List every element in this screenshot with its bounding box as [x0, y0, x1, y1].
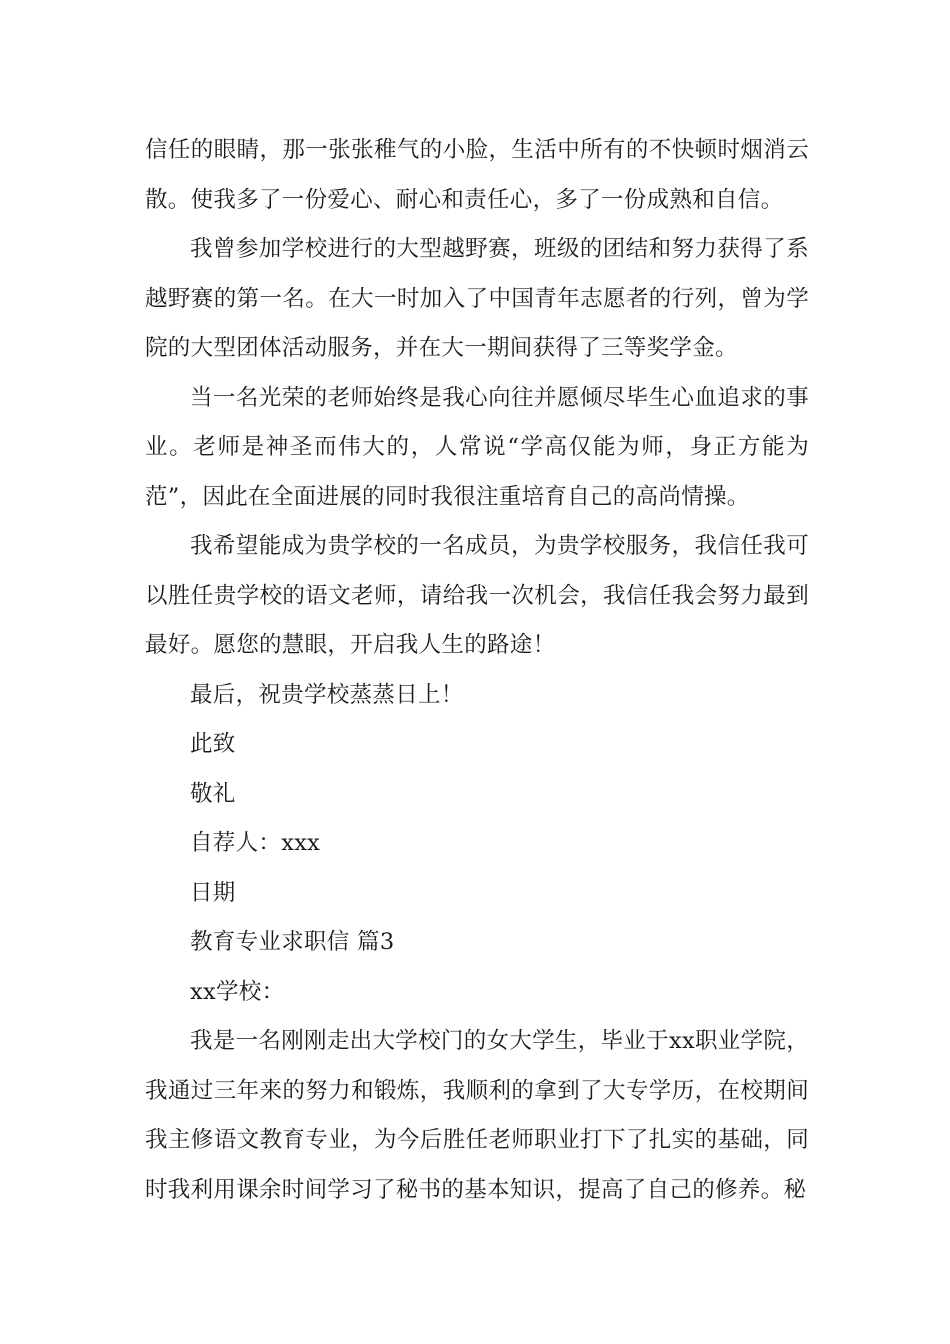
- paragraph-continuation: 信任的眼睛，那一张张稚气的小脸，生活中所有的不快顿时烟消云散。使我多了一份爱心、耐心和责任心，多了一份成熟和自信。: [145, 137, 809, 213]
- paragraph-hope-to-join: 我希望能成为贵学校的一名成员，为贵学校服务，我信任我可以胜任贵学校的语文老师，请给我一次机会，我信任我会努力最到最好。愿您的慧眼，开启我人生的路途！: [145, 533, 809, 658]
- signature-line: 自荐人：xxx: [190, 830, 321, 856]
- salutation: xx学校：: [190, 978, 285, 1005]
- closing-jingli: 敬礼: [190, 780, 236, 807]
- date-line: 日期: [190, 879, 236, 906]
- closing-cizhi: 此致: [190, 731, 236, 757]
- paragraph-teacher-career: 当一名光荣的老师始终是我心向往并愿倾尽毕生心血追求的事业。老师是神圣而伟大的，人常说“学高仅能为师，身正方能为范”，因此在全面进展的同时我很注重培育自己的高尚情操。: [145, 384, 809, 510]
- closing-wish: 最后，祝贵学校蒸蒸日上！: [190, 681, 464, 708]
- document-body: [145, 126, 809, 1215]
- paragraph-introduction: 我是一名刚刚走出大学校门的女大学生，毕业于xx职业学院，我通过三年来的努力和锻炼，我顺利的拿到了大专学历，在校期间我主修语文教育专业，为今后胜任老师职业打下了扎实的基础，同时我利用课余时间学习了秘书的基本知识，提高了自己的修养。秘: [145, 1028, 809, 1203]
- paragraph-cross-country-race: 我曾参加学校进行的大型越野赛，班级的团结和努力获得了系越野赛的第一名。在大一时加入了中国青年志愿者的行列，曾为学院的大型团体活动服务，并在大一期间获得了三等奖学金。: [145, 236, 809, 361]
- section-title: 教育专业求职信 篇3: [190, 929, 395, 955]
